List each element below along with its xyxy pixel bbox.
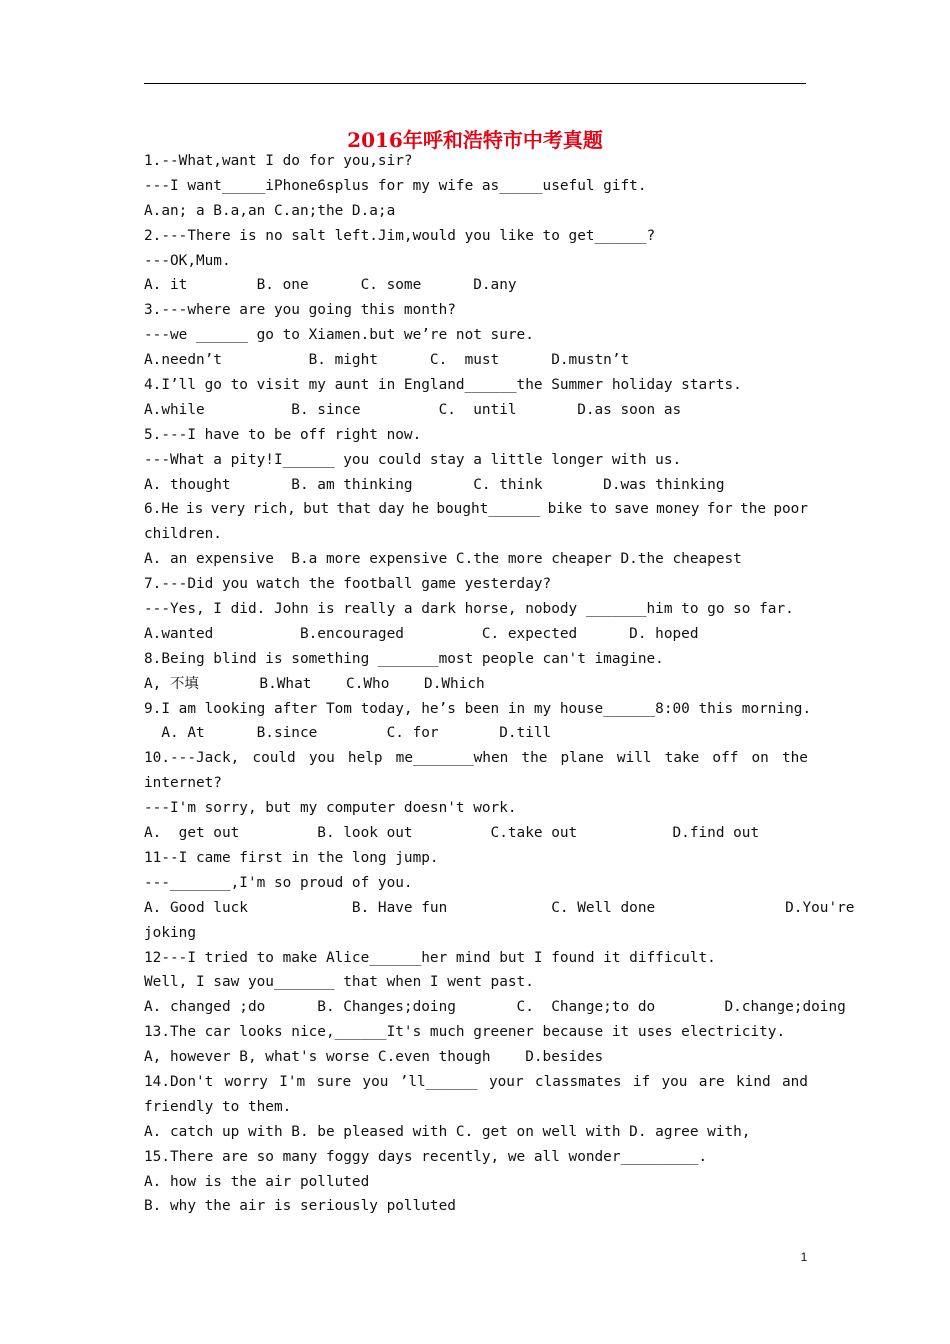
text-line: A. catch up with B. be pleased with C. get on well with D. agree with, (144, 1123, 751, 1140)
word: the (781, 750, 808, 767)
text-line: ---I'm sorry, but my computer doesn't work. (144, 800, 517, 817)
text-line: A. At B.since C. for D.till (144, 725, 552, 742)
text-line: A, 不填 B.What C.Who D.Which (144, 675, 485, 692)
text-line: 12---I tried to make Alice______her mind but I found it difficult. (144, 949, 716, 966)
word: he (411, 501, 430, 518)
text-line: Well, I saw you_______ that when I went past. (144, 974, 534, 991)
text-line (144, 1070, 808, 1095)
word: sure (316, 1073, 352, 1090)
word: poor (773, 501, 808, 518)
text-line: A. an expensive B.a more expensive C.the more cheaper D.the cheapest (144, 551, 742, 568)
text-line: 4.I’ll go to visit my aunt in England______the Summer holiday starts. (144, 377, 742, 394)
word: I'm (279, 1073, 306, 1090)
page-number: 1 (800, 1250, 808, 1264)
word: you (308, 750, 335, 767)
word: will (616, 750, 652, 767)
word: me_______when (395, 750, 509, 767)
page-title: 2016年呼和浩特市中考真题 (347, 128, 603, 152)
text-line: A. it B. one C. some D.any (144, 277, 517, 294)
word: and (781, 1073, 808, 1090)
word: take (664, 750, 700, 767)
text-line: 13.The car looks nice,______It's much greener because it uses electricity. (144, 1024, 786, 1041)
word: to (589, 501, 607, 518)
text-line: ---we ______ go to Xiamen.but we’re not sure. (144, 327, 534, 344)
word: very (210, 501, 246, 518)
word: is (185, 501, 204, 518)
text-line (144, 746, 808, 771)
text-line: A.while B. since C. until D.as soon as (144, 401, 682, 418)
text-line: joking (144, 924, 196, 941)
text-line: A.an; a B.a,an C.an;the D.a;a (144, 202, 396, 219)
text-line: 9.I am looking after Tom today, he’s been in my house______8:00 this morning. (144, 700, 812, 717)
word: bought______ (436, 501, 541, 518)
question-text (144, 149, 855, 1219)
header-rule (144, 83, 806, 84)
word: save (614, 501, 649, 518)
word: but (303, 501, 330, 518)
text-line: A. Good luck B. Have fun C. Well done D.You're (144, 899, 855, 916)
word: your (488, 1073, 524, 1090)
word: help (347, 750, 383, 767)
word: could (252, 750, 296, 767)
word: kind (736, 1073, 771, 1090)
text-line: 1.--What,want I do for you,sir? (144, 153, 413, 169)
word: bike (547, 501, 583, 518)
text-line: A.wanted B.encouraged C. expected D. hoped (144, 625, 699, 642)
word: you (362, 1073, 389, 1090)
text-line: friendly to them. (144, 1098, 292, 1115)
text-line: ---I want_____iPhone6splus for my wife as_____useful gift. (144, 177, 647, 194)
word: 14.Don't (144, 1073, 214, 1090)
word: if (632, 1073, 651, 1090)
text-line: A. get out B. look out C.take out D.find out (144, 825, 760, 842)
text-line: ---_______,I'm so proud of you. (144, 874, 413, 891)
word: you (661, 1073, 688, 1090)
word: 6.He (144, 501, 179, 518)
word: the (521, 750, 548, 767)
text-line: A, however B, what's worse C.even though D.besides (144, 1049, 604, 1066)
word: ’ll______ (399, 1073, 478, 1090)
text-line: A. changed ;do B. Changes;doing C. Change;to do D.change;doing (144, 999, 846, 1016)
text-line: 15.There are so many foggy days recently, we all wonder_________. (144, 1148, 708, 1165)
text-line: 7.---Did you watch the football game yesterday? (144, 576, 552, 593)
text-line: 11--I came first in the long jump. (144, 849, 439, 866)
text-line: 5.---I have to be off right now. (144, 426, 422, 443)
text-line: A. how is the air polluted (144, 1173, 370, 1190)
word: are (698, 1073, 725, 1090)
text-line: 2.---There is no salt left.Jim,would you like to get______? (144, 227, 656, 244)
text-line: ---Yes, I did. John is really a dark horse, nobody _______him to go so far. (144, 601, 794, 618)
word: worry (224, 1073, 268, 1090)
text-line: children. (144, 526, 222, 543)
text-line: 8.Being blind is something _______most people can't imagine. (144, 650, 664, 667)
word: rich, (252, 501, 296, 518)
text-line: B. why the air is seriously polluted (144, 1198, 456, 1215)
text-line (144, 497, 808, 522)
word: classmates (534, 1073, 622, 1090)
text-line: 3.---where are you going this month? (144, 302, 456, 319)
word: plane (560, 750, 604, 767)
text-line: A.needn’t B. might C. must D.mustn’t (144, 352, 630, 369)
word: the (740, 501, 767, 518)
text-line: A. thought B. am thinking C. think D.was thinking (144, 476, 725, 493)
word: for (706, 501, 733, 518)
word: on (751, 750, 769, 767)
text-line: internet? (144, 775, 222, 792)
word: off (712, 750, 739, 767)
text-line: ---What a pity!I______ you could stay a little longer with us. (144, 451, 682, 468)
text-line: ---OK,Mum. (144, 252, 231, 269)
word: money (656, 501, 700, 518)
word: day (378, 501, 405, 518)
word: 10.---Jack, (144, 750, 240, 767)
word: that (336, 501, 372, 518)
